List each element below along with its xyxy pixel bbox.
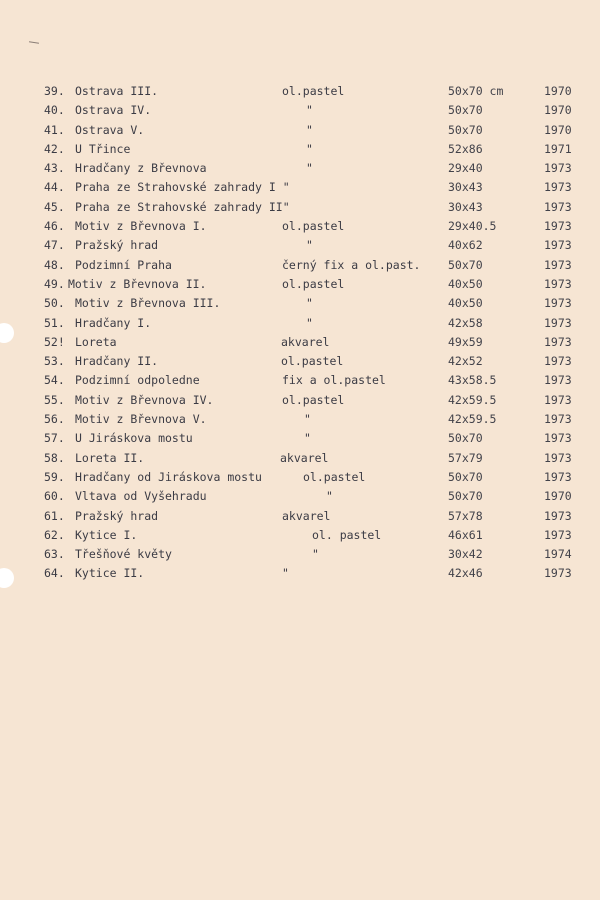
artwork-title: Hradčany z Břevnova [75, 161, 207, 176]
artwork-year: 1973 [544, 180, 572, 195]
artwork-dimensions: 43x58.5 [448, 373, 497, 388]
artwork-technique: černý fix a ol.past. [282, 257, 421, 272]
list-item [0, 178, 600, 197]
artwork-technique: ol.pastel [303, 469, 366, 484]
entry-number: 51. [44, 315, 65, 330]
artwork-year: 1973 [544, 450, 572, 465]
artwork-title: Motiv z Břevnova III. [75, 296, 221, 311]
entry-number: 39. [44, 84, 65, 98]
artwork-title: Pražský hrad [75, 238, 159, 253]
artwork-technique: " [306, 315, 313, 330]
artwork-year: 1970 [544, 84, 572, 98]
artwork-year: 1973 [544, 334, 572, 349]
artwork-technique: akvarel [282, 508, 331, 523]
artwork-technique: akvarel [280, 450, 329, 465]
artwork-dimensions: 40x50 [448, 276, 483, 291]
artwork-year: 1970 [544, 103, 572, 118]
artwork-year: 1970 [544, 122, 572, 137]
entry-number: 53. [44, 354, 65, 369]
artwork-title: Loreta [75, 334, 117, 349]
artwork-dimensions: 57x78 [448, 508, 483, 523]
artwork-dimensions: 42x59.5 [448, 392, 497, 407]
artwork-year: 1973 [544, 354, 572, 369]
entry-number: 56. [44, 412, 65, 427]
list-item [0, 333, 600, 352]
artwork-dimensions: 50x70 [448, 431, 483, 446]
entry-number: 63. [44, 547, 65, 562]
artwork-technique: " [306, 161, 313, 176]
artwork-title: Motiv z Břevnova I. [75, 219, 207, 234]
artwork-dimensions: 42x59.5 [448, 412, 497, 427]
list-item [0, 391, 600, 410]
list-item [0, 294, 600, 313]
entry-number: 44. [44, 180, 65, 195]
artwork-title: Praha ze Strahovské zahrady II" [75, 199, 290, 214]
list-item [0, 121, 600, 140]
artwork-dimensions: 29x40.5 [448, 219, 497, 234]
artwork-year: 1973 [544, 219, 572, 234]
list-item [0, 217, 600, 236]
artwork-technique: " [306, 238, 313, 253]
entry-number: 49. [44, 276, 65, 291]
entry-number: 41. [44, 122, 65, 137]
list-item [0, 429, 600, 448]
list-item [0, 449, 600, 468]
artwork-title: Motiv z Břevnova II. [68, 276, 207, 291]
entry-number: 43. [44, 161, 65, 176]
artwork-technique: " [282, 566, 289, 581]
artwork-technique: " [304, 412, 311, 427]
artwork-dimensions: 40x50 [448, 296, 483, 311]
entry-number: 64. [44, 566, 65, 581]
artwork-technique: " [304, 431, 311, 446]
artwork-year: 1973 [544, 161, 572, 176]
artwork-dimensions: 29x40 [448, 161, 483, 176]
artwork-year: 1973 [544, 257, 572, 272]
artwork-technique: ol.pastel [282, 219, 345, 234]
artwork-year: 1973 [544, 431, 572, 446]
artwork-year: 1971 [544, 141, 572, 156]
artwork-title: Hradčany od Jiráskova mostu [75, 469, 262, 484]
entry-number: 60. [44, 489, 65, 504]
artwork-dimensions: 49x59 [448, 334, 483, 349]
artwork-year: 1973 [544, 238, 572, 253]
entry-number: 58. [44, 450, 65, 465]
artwork-title: Praha ze Strahovské zahrady I " [75, 180, 290, 195]
artwork-technique: akvarel [281, 334, 330, 349]
pen-mark [29, 41, 39, 43]
entry-number: 55. [44, 392, 65, 407]
artwork-title: Ostrava V. [75, 122, 145, 137]
list-item [0, 275, 600, 294]
entry-number: 42. [44, 141, 65, 156]
artwork-dimensions: 30x43 [448, 199, 483, 214]
artwork-title: U Jiráskova mostu [75, 431, 193, 446]
list-item [0, 198, 600, 217]
entry-number: 50. [44, 296, 65, 311]
list-item [0, 487, 600, 506]
artwork-dimensions: 57x79 [448, 450, 483, 465]
artwork-dimensions: 30x42 [448, 547, 483, 562]
list-item [0, 256, 600, 275]
artwork-title: Podzimní odpoledne [75, 373, 200, 388]
artwork-dimensions: 50x70 [448, 489, 483, 504]
artwork-technique: " [312, 547, 319, 562]
artwork-technique: " [306, 122, 313, 137]
artwork-dimensions: 42x46 [448, 566, 483, 581]
list-item [0, 159, 600, 178]
list-item [0, 526, 600, 545]
list-item [0, 371, 600, 390]
artwork-technique: ol.pastel [281, 354, 344, 369]
list-item [0, 314, 600, 333]
artwork-dimensions: 42x58 [448, 315, 483, 330]
artwork-title: Hradčany I. [75, 315, 152, 330]
artwork-dimensions: 30x43 [448, 180, 483, 195]
entry-number: 48. [44, 257, 65, 272]
artwork-year: 1973 [544, 469, 572, 484]
artwork-technique: fix a ol.pastel [282, 373, 386, 388]
artwork-technique: " [306, 141, 313, 156]
artwork-title: Kytice II. [75, 566, 145, 581]
artwork-title: Hradčany II. [75, 354, 159, 369]
entry-number: 46. [44, 219, 65, 234]
artwork-dimensions: 46x61 [448, 527, 483, 542]
artwork-title: Kytice I. [75, 527, 138, 542]
entry-number: 62. [44, 527, 65, 542]
artwork-dimensions: 50x70 [448, 122, 483, 137]
list-item [0, 545, 600, 564]
artwork-technique: ol.pastel [282, 276, 345, 291]
artwork-dimensions: 50x70 [448, 469, 483, 484]
list-item [0, 352, 600, 371]
artwork-year: 1973 [544, 566, 572, 581]
list-item [0, 507, 600, 526]
artwork-technique: " [326, 489, 333, 504]
artwork-title: Vltava od Vyšehradu [75, 489, 207, 504]
entry-number: 57. [44, 431, 65, 446]
entry-number: 40. [44, 103, 65, 118]
list-item [0, 468, 600, 487]
entry-number: 59. [44, 469, 65, 484]
artwork-year: 1974 [544, 547, 572, 562]
artwork-list [0, 82, 600, 584]
artwork-year: 1970 [544, 489, 572, 504]
artwork-dimensions: 50x70 [448, 103, 483, 118]
list-item [0, 82, 600, 101]
artwork-technique: " [306, 103, 313, 118]
artwork-year: 1973 [544, 392, 572, 407]
artwork-technique: ol.pastel [282, 392, 345, 407]
artwork-year: 1973 [544, 373, 572, 388]
artwork-title: Pražský hrad [75, 508, 159, 523]
artwork-year: 1973 [544, 508, 572, 523]
artwork-title: Ostrava III. [75, 84, 159, 98]
entry-number: 61. [44, 508, 65, 523]
artwork-year: 1973 [544, 199, 572, 214]
artwork-technique: ol. pastel [312, 527, 382, 542]
artwork-title: Motiv z Břevnova IV. [75, 392, 214, 407]
list-item [0, 140, 600, 159]
artwork-technique: " [306, 296, 313, 311]
artwork-title: Loreta II. [75, 450, 145, 465]
artwork-year: 1973 [544, 315, 572, 330]
artwork-dimensions: 52x86 [448, 141, 483, 156]
artwork-year: 1973 [544, 527, 572, 542]
artwork-year: 1973 [544, 296, 572, 311]
artwork-year: 1973 [544, 412, 572, 427]
entry-number: 54. [44, 373, 65, 388]
entry-number: 45. [44, 199, 65, 214]
artwork-dimensions: 40x62 [448, 238, 483, 253]
artwork-year: 1973 [544, 276, 572, 291]
artwork-dimensions: 50x70 [448, 257, 483, 272]
entry-number: 52! [44, 334, 65, 349]
list-item [0, 564, 600, 583]
artwork-title: Třešňové květy [75, 547, 172, 562]
artwork-title: U Třince [75, 141, 131, 156]
entry-number: 47. [44, 238, 65, 253]
artwork-title: Ostrava IV. [75, 103, 152, 118]
list-item [0, 101, 600, 120]
artwork-dimensions: 50x70 cm [448, 84, 504, 98]
list-item [0, 236, 600, 255]
list-item [0, 410, 600, 429]
artwork-title: Podzimní Praha [75, 257, 172, 272]
artwork-title: Motiv z Břevnova V. [75, 412, 207, 427]
artwork-dimensions: 42x52 [448, 354, 483, 369]
artwork-technique: ol.pastel [282, 84, 345, 98]
